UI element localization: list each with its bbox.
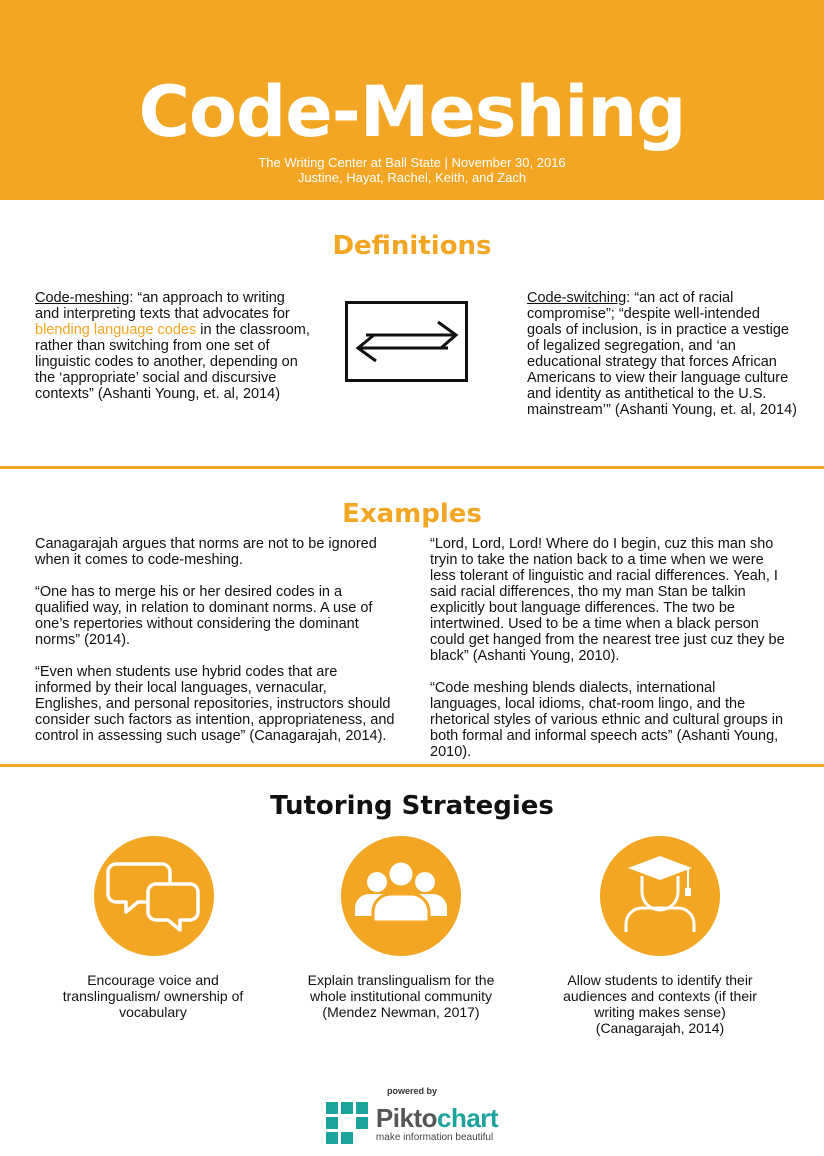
brand-prefix: Pikto — [375, 1103, 437, 1133]
code-switching-definition — [527, 290, 797, 418]
example-paragraph: “Even when students use hybrid codes that are informed by their local languages, vernacular, Englishes, and personal repositories, instructors should consider such factors as intention, appropriateness, and control in assessing such usage” (Canagarajah, 2014). — [35, 664, 395, 744]
divider-2 — [0, 764, 824, 767]
code-switching-term: Code-switching — [527, 290, 627, 306]
code-meshing-text-before: : “an approach to writing and interpreting texts that advocates for — [35, 290, 290, 322]
header-subtitle-date: The Writing Center at Ball State | November 30, 2016 — [258, 155, 566, 170]
speech-bubbles-icon — [94, 836, 214, 956]
header-banner — [0, 0, 824, 200]
code-meshing-text-after: in the classroom, rather than switching from one set of linguistic codes to another, depending on the ‘appropriate’ social and discursive contexts” (Ashanti Young, et. al, 2014) — [35, 322, 310, 402]
code-switching-text: : “an act of racial compromise”; “despite well-intended goals of inclusion, is in practice a vestige of legalized segregation, and ‘an educational strategy that forces African Americans to view their language culture and identity as antithetical to the U.S. mainstream’” (Ashanti Young, et. al, 2014) — [527, 290, 798, 418]
header-subtitle-authors: Justine, Hayat, Rachel, Keith, and Zach — [297, 170, 527, 185]
double-arrow-icon — [345, 301, 468, 382]
example-paragraph: Canagarajah argues that norms are not to be ignored when it comes to code-meshing. — [35, 536, 377, 568]
powered-by-label: powered by — [386, 1086, 437, 1096]
page-title: Code-Meshing — [138, 71, 686, 153]
brand-tagline: make information beautiful — [375, 1132, 494, 1143]
strategies-heading: Tutoring Strategies — [270, 791, 554, 821]
examples-left-column — [35, 536, 395, 760]
piktochart-wordmark — [376, 1104, 498, 1144]
piktochart-logo[interactable] — [326, 1102, 498, 1146]
footer — [0, 1086, 824, 1151]
code-meshing-definition — [35, 290, 310, 402]
code-meshing-term: Code-meshing — [35, 290, 130, 306]
code-meshing-highlight: blending language codes — [35, 322, 197, 338]
double-arrow-svg — [348, 304, 465, 379]
examples-right-column — [430, 536, 790, 776]
piktochart-logo-icon — [326, 1102, 370, 1146]
example-paragraph: “Lord, Lord, Lord! Where do I begin, cuz this man sho tryin to take the nation back to a time when we were less tolerant of linguistic and racial differences. Yeah, I said racial differences, tho my man Stan be talkin explicitly bout language differences. The two be intertwined. Used to be a time when a black person could get hanged from the nearest tree just cuz they be black” (Ashanti Young, 2010). — [430, 536, 785, 664]
graduate-student-icon — [600, 836, 720, 956]
brand-suffix: chart — [437, 1103, 499, 1133]
strategy-caption: Explain translingualism for the whole institutional community (Mendez Newman, 2017) — [307, 972, 495, 1020]
example-paragraph: “One has to merge his or her desired codes in a qualified way, in relation to dominant norms. A use of one’s repertories without considering the dominant norms” (2014). — [35, 584, 373, 648]
brand-name — [376, 1104, 498, 1132]
strategy-caption: Encourage voice and translingualism/ ownership of vocabulary — [62, 972, 244, 1020]
examples-heading: Examples — [342, 499, 482, 529]
strategy-caption: Allow students to identify their audiences and contexts (if their writing makes sense) (Canagarajah, 2014) — [563, 972, 757, 1036]
example-paragraph: “Code meshing blends dialects, international languages, local idioms, chat-room lingo, and the rhetorical styles of various ethnic and cultural groups in both formal and informal speech acts” (Ashanti Young, 2010). — [430, 680, 784, 760]
divider-1 — [0, 466, 824, 469]
group-people-icon — [341, 836, 461, 956]
definitions-heading: Definitions — [332, 231, 492, 261]
